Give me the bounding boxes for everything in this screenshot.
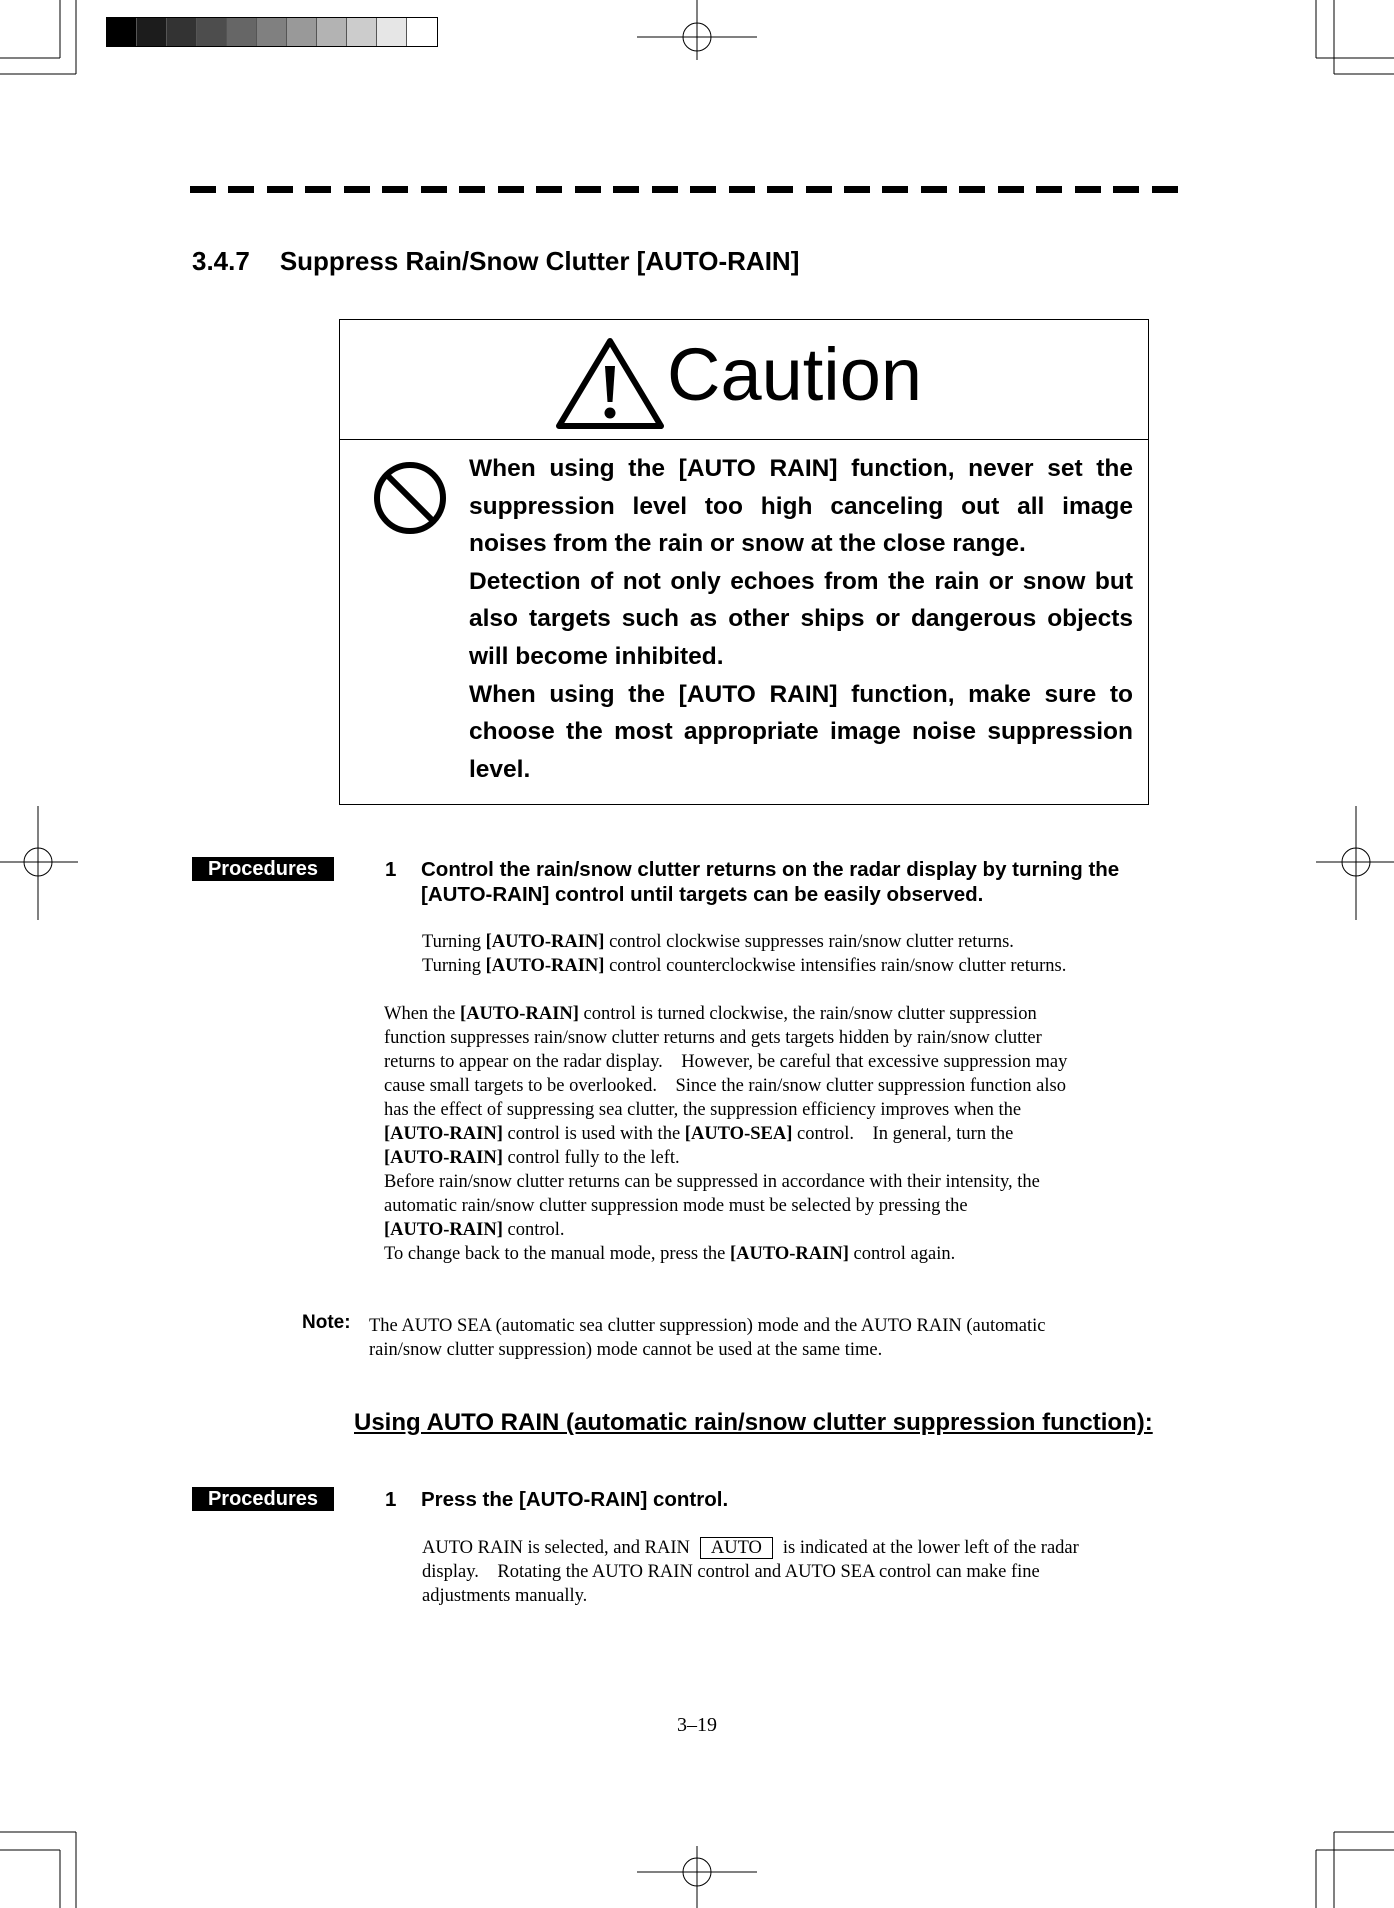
dash-segment [959,186,985,193]
dash-segment [228,186,254,193]
explanation-line: Before rain/snow clutter returns can be suppressed in accordance with their intensity, the [384,1172,1040,1192]
dash-segment [921,186,947,193]
section-number: 3.4.7 [192,246,250,276]
explanation-line: returns to appear on the radar display. However, be careful that excessive suppression may [384,1052,1068,1072]
description-line [422,1536,1202,1560]
procedure-step-1 [385,857,1225,909]
control-name: [AUTO-RAIN] [485,956,605,976]
text: control again. [848,1244,956,1264]
page-number: 3‒19 [677,1714,717,1736]
description-line: adjustments manually. [422,1586,588,1606]
gray-scale-cell [377,18,407,46]
dash-segment [1113,186,1139,193]
subheading: Using AUTO RAIN (automatic rain/snow clutter suppression function): [354,1409,1153,1436]
dash-segment [1075,186,1101,193]
text: control counterclockwise intensifies rain/snow clutter returns. [604,956,1067,976]
gray-scale-cell [137,18,167,46]
step-text: Press the [AUTO-RAIN] control. [421,1488,729,1511]
procedures-badge-2: Procedures [192,1487,334,1511]
dash-segment [305,186,331,193]
caution-text [469,450,1133,788]
section-title [192,246,799,277]
explanation-line [384,1146,1184,1170]
note-line-1: The AUTO SEA (automatic sea clutter suppression) mode and the AUTO RAIN (automatic [369,1316,1046,1336]
auto-indicator-box: AUTO [700,1537,773,1559]
explanation-line: cause small targets to be overlooked. Since the rain/snow clutter suppression function also [384,1076,1066,1096]
step-number: 1 [385,1488,397,1511]
gray-scale-cell [107,18,137,46]
dash-segment [190,186,216,193]
text: control. In general, turn the [792,1124,1014,1144]
gray-scale-cell [167,18,197,46]
step-number: 1 [385,858,397,881]
text: When the [384,1004,461,1024]
prohibition-icon [372,460,448,536]
dash-segment [382,186,408,193]
dash-segment [652,186,678,193]
description-line: display. Rotating the AUTO RAIN control and AUTO SEA control can make fine [422,1562,1040,1582]
turn-clockwise-line [422,930,1202,954]
gray-scale-cell [197,18,227,46]
explanation-line: automatic rain/snow clutter suppression mode must be selected by pressing the [384,1196,968,1216]
section-title-text: Suppress Rain/Snow Clutter [AUTO-RAIN] [279,246,800,276]
caution-paragraph-1: When using the [AUTO RAIN] function, never set the suppression level too high canceling out all image noises from the rain or snow at the close range. [469,455,1133,558]
dash-segment [613,186,639,193]
explanation-line [384,1002,1184,1026]
gray-scale-cell [317,18,347,46]
auto-rain-explanation [384,1002,1184,1266]
text: AUTO RAIN is selected, and RAIN [422,1538,690,1558]
explanation-line [384,1218,1184,1242]
dash-segment [536,186,562,193]
dash-segment [1152,186,1178,193]
dash-segment [344,186,370,193]
dashed-rule [190,186,1178,193]
dash-segment [882,186,908,193]
dash-segment [1036,186,1062,193]
turn-counterclockwise-line [422,954,1202,978]
gray-scale-cell [257,18,287,46]
auto-rain-press-description [422,1536,1202,1608]
control-name: [AUTO-RAIN] [460,1004,579,1024]
text: control is turned clockwise, the rain/snow clutter suppression [578,1004,1037,1024]
step-text-line-2: [AUTO-RAIN] control until targets can be easily observed. [421,883,984,906]
note-text [369,1314,1169,1362]
dash-segment [575,186,601,193]
dash-segment [729,186,755,193]
caution-header [340,320,1148,440]
explanation-line: has the effect of suppressing sea clutter, the suppression efficiency improves when the [384,1100,1022,1120]
text: control fully to the left. [502,1148,680,1168]
text: To change back to the manual mode, press the [384,1244,730,1264]
explanation-line: function suppresses rain/snow clutter returns and gets targets hidden by rain/snow clutter [384,1028,1042,1048]
dash-segment [690,186,716,193]
step-text-line-1: Control the rain/snow clutter returns on the radar display by turning the [421,858,1120,881]
dash-segment [998,186,1024,193]
procedures-badge-1: Procedures [192,857,334,881]
gray-scale-cell [287,18,317,46]
explanation-line [384,1122,1184,1146]
text: control clockwise suppresses rain/snow clutter returns. [604,932,1014,952]
dash-segment [767,186,793,193]
control-name: [AUTO-RAIN] [485,932,605,952]
control-name: [AUTO-RAIN] [729,1244,849,1264]
explanation-line [384,1242,1184,1266]
dash-segment [267,186,293,193]
caution-box [339,319,1149,805]
caution-paragraph-2: Detection of not only echoes from the rain or snow but also targets such as other ships or dangerous objects will become inhibited. [469,567,1133,670]
dash-segment [421,186,447,193]
text: Turning [422,932,486,952]
caution-paragraph-3: When using the [AUTO RAIN] function, make sure to choose the most appropriate image noise suppression level. [469,680,1133,783]
text: control is used with the [502,1124,685,1144]
dash-segment [844,186,870,193]
gray-scale-cell [227,18,257,46]
warning-triangle-icon [554,336,666,432]
control-name: [AUTO-SEA] [684,1124,793,1144]
text: is indicated at the lower left of the radar [782,1538,1079,1558]
dash-segment [459,186,485,193]
gray-scale-strip [106,17,438,47]
dash-segment [498,186,524,193]
control-name: [AUTO-RAIN] [384,1124,503,1144]
gray-scale-cell [347,18,377,46]
note-label: Note: [302,1312,351,1333]
caution-title: Caution [667,333,923,416]
dash-segment [806,186,832,193]
text: control. [502,1220,565,1240]
gray-scale-cell [407,18,437,46]
control-name: [AUTO-RAIN] [384,1220,503,1240]
note-line-2: rain/snow clutter suppression) mode cannot be used at the same time. [369,1340,883,1360]
control-name: [AUTO-RAIN] [384,1148,503,1168]
turning-description [422,930,1202,978]
procedure-step-2 [385,1487,1225,1515]
text: Turning [422,956,486,976]
